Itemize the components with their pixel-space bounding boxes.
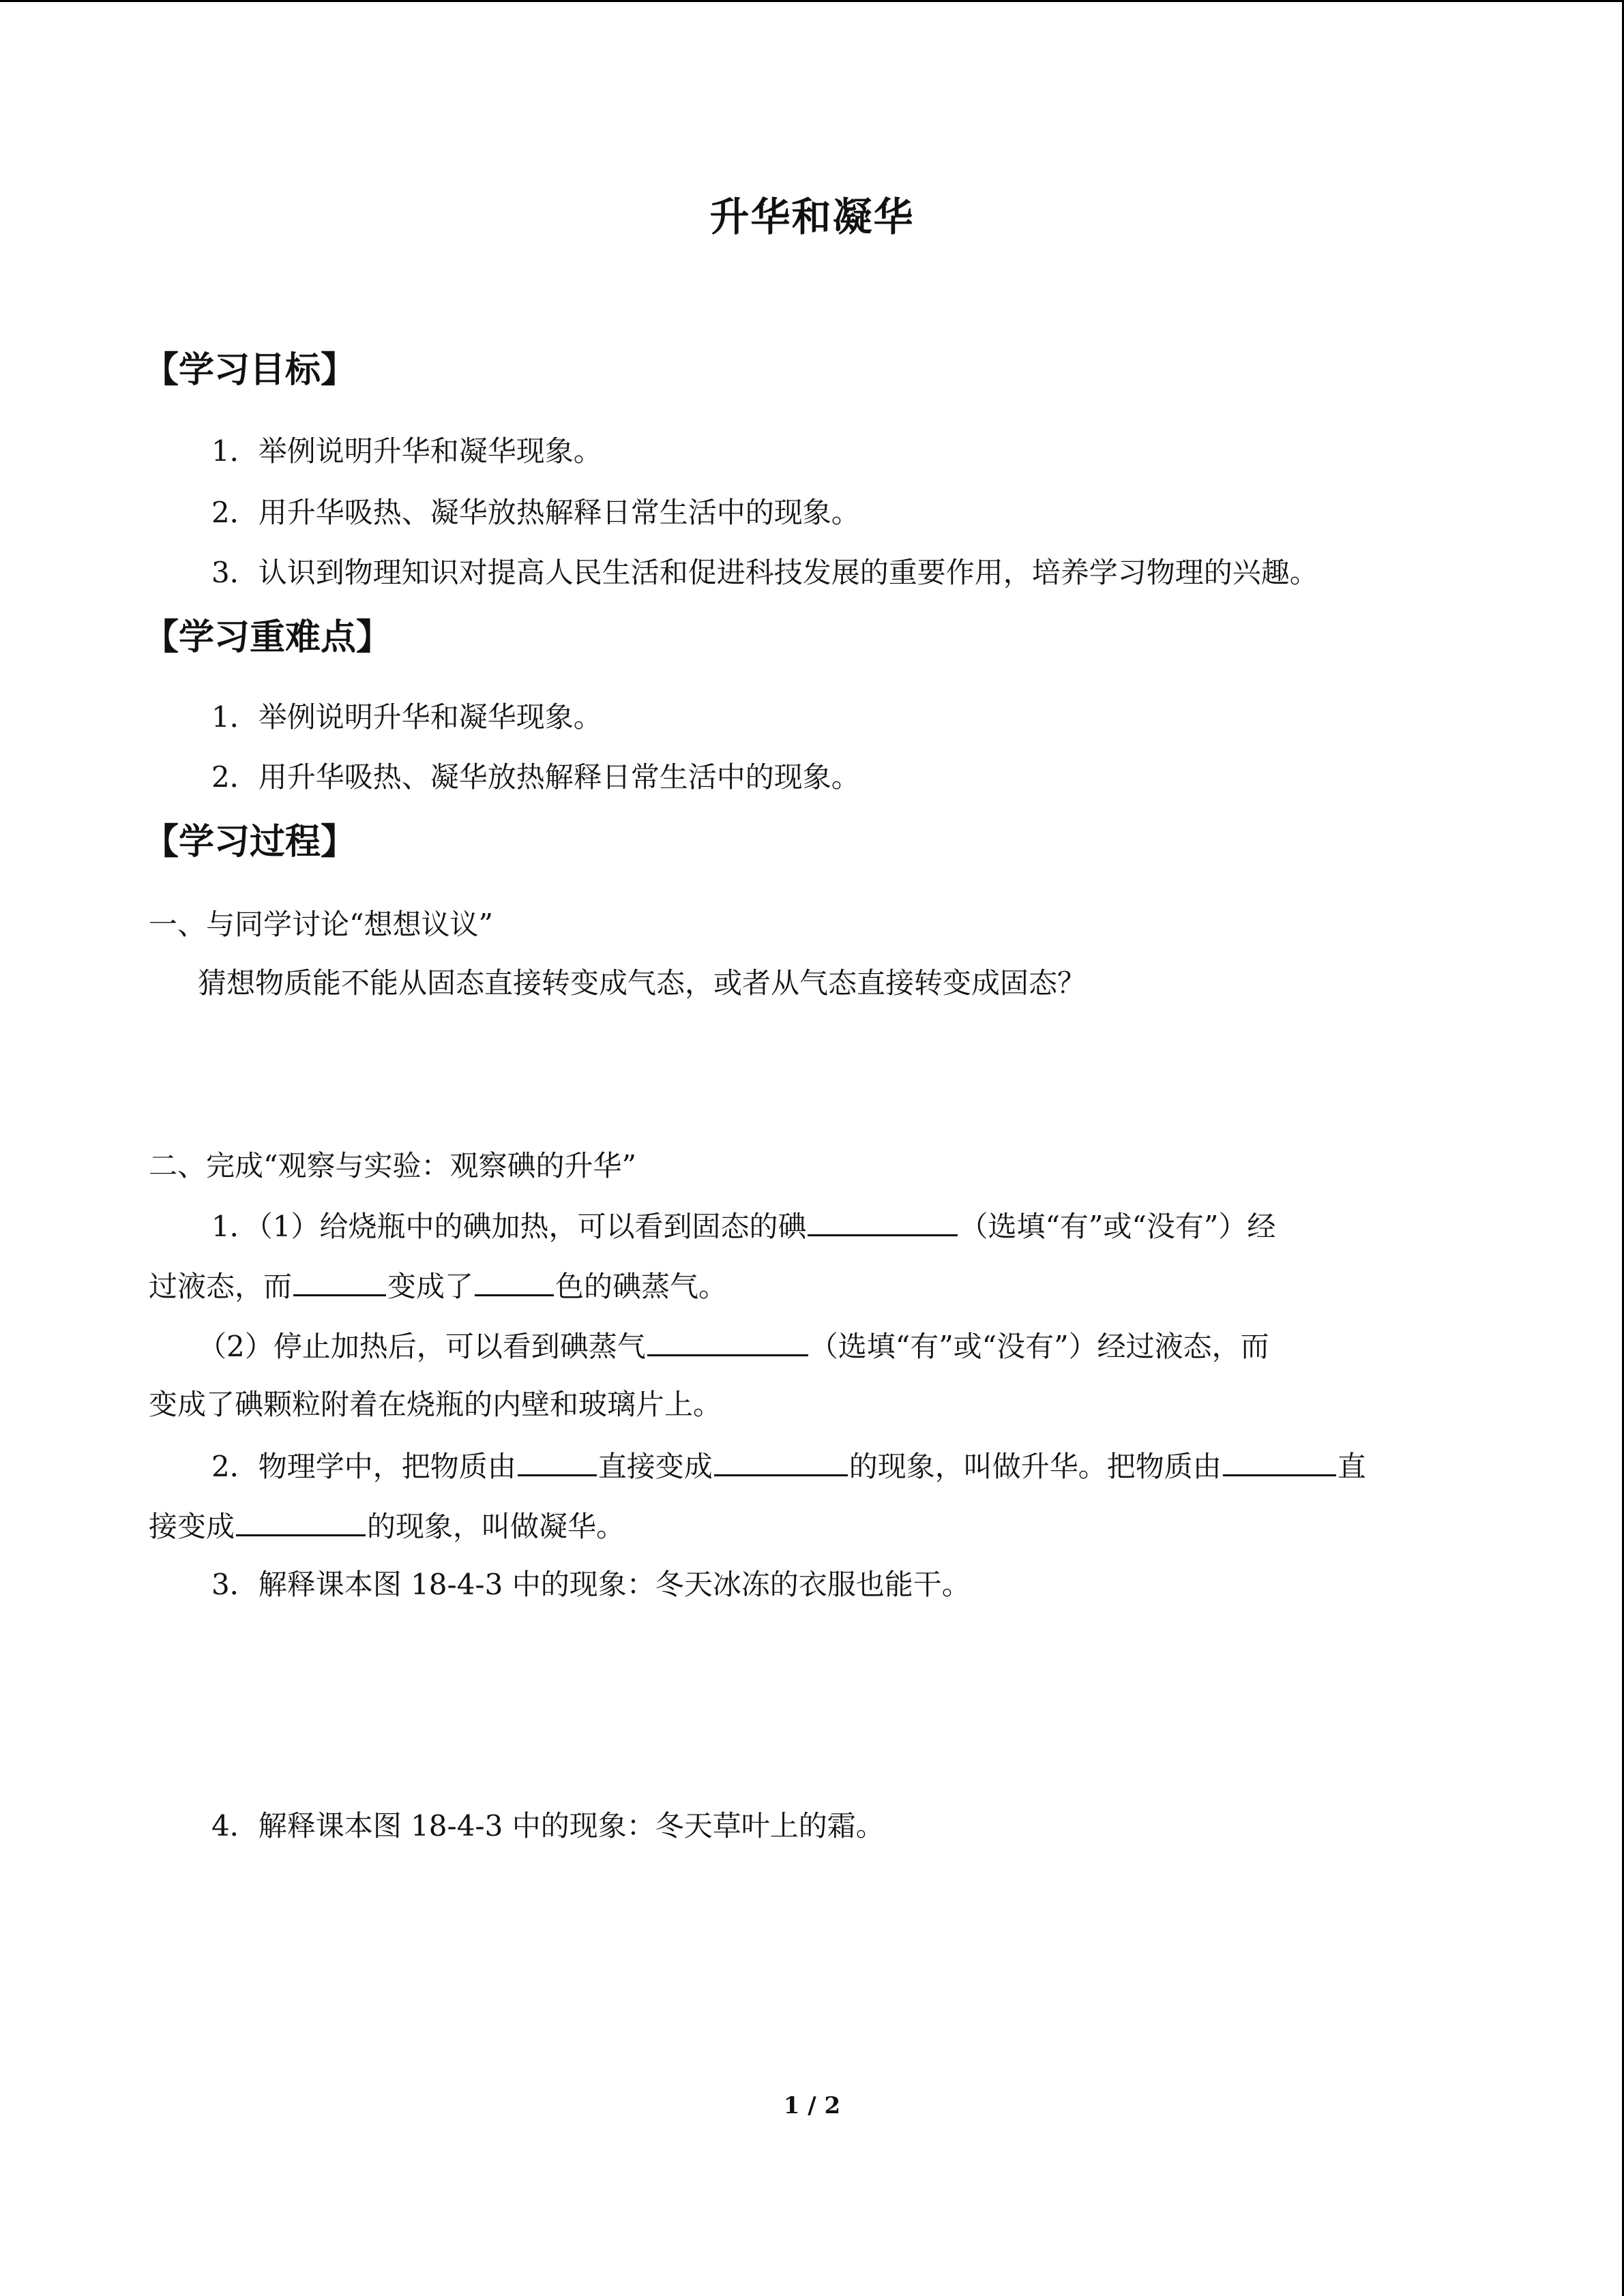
q1a-text-2: （选填“有”或“没有”）经 (959, 1210, 1276, 1243)
top-border (0, 0, 1624, 2)
goal-item-2: 2．用升华吸热、凝华放热解释日常生活中的现象。 (211, 496, 860, 529)
goals-heading: 【学习目标】 (143, 350, 357, 391)
process-heading: 【学习过程】 (143, 822, 357, 863)
answer-blank[interactable] (647, 1324, 808, 1356)
q1a-text-1: 1．（1）给烧瓶中的碘加热，可以看到固态的碘 (211, 1210, 807, 1243)
page-title: 升华和凝华 (709, 194, 915, 240)
goal-item-3: 3．认识到物理知识对提高人民生活和促进科技发展的重要作用，培养学习物理的兴趣。 (211, 556, 1318, 589)
key-point-item-1: 1．举例说明升华和凝华现象。 (211, 700, 602, 734)
question-1b-line1 (198, 1324, 1269, 1367)
q2-text-2: 直接变成 (597, 1450, 713, 1483)
page-number: 1 / 2 (783, 2092, 841, 2119)
part1-title: 一、与同学讨论“想想议议” (149, 908, 493, 941)
answer-blank[interactable] (518, 1444, 597, 1476)
question-1a-line2 (149, 1264, 727, 1307)
q2-text-5: 接变成 (149, 1510, 235, 1543)
q2-text-4: 直 (1337, 1450, 1366, 1483)
q2-text-1: 2．物理学中，把物质由 (211, 1450, 516, 1483)
question-1b-line2: 变成了碘颗粒附着在烧瓶的内壁和玻璃片上。 (149, 1388, 722, 1421)
q1a-text-5: 色的碘蒸气。 (555, 1270, 728, 1303)
q1a-text-4: 变成了 (387, 1270, 474, 1303)
answer-blank[interactable] (236, 1504, 366, 1536)
goal-item-1: 1．举例说明升华和凝华现象。 (211, 434, 602, 468)
q1b-text-2: （选填“有”或“没有”）经过液态，而 (809, 1330, 1269, 1363)
part1-question: 猜想物质能不能从固态直接转变成气态，或者从气态直接转变成固态？ (198, 966, 1087, 1000)
q1b-text-1: （2）停止加热后，可以看到碘蒸气 (198, 1330, 646, 1363)
key-points-heading: 【学习重难点】 (143, 617, 392, 658)
q2-text-6: 的现象，叫做凝华。 (367, 1510, 625, 1543)
answer-blank[interactable] (714, 1444, 848, 1476)
answer-blank[interactable] (293, 1264, 386, 1296)
question-1a-line1 (211, 1204, 1275, 1247)
q1a-text-3: 过液态，而 (149, 1270, 293, 1303)
q2-text-3: 的现象，叫做升华。把物质由 (848, 1450, 1222, 1483)
answer-blank[interactable] (475, 1264, 554, 1296)
answer-blank[interactable] (1223, 1444, 1336, 1476)
question-3: 3．解释课本图 18-4-3 中的现象：冬天冰冻的衣服也能干。 (211, 1568, 971, 1601)
answer-blank[interactable] (808, 1204, 958, 1236)
part2-title: 二、完成“观察与实验：观察碘的升华” (149, 1149, 636, 1182)
question-2-line2 (149, 1504, 625, 1547)
question-2-line1 (211, 1444, 1366, 1487)
key-point-item-2: 2．用升华吸热、凝华放热解释日常生活中的现象。 (211, 760, 860, 794)
question-4: 4．解释课本图 18-4-3 中的现象：冬天草叶上的霜。 (211, 1809, 885, 1843)
